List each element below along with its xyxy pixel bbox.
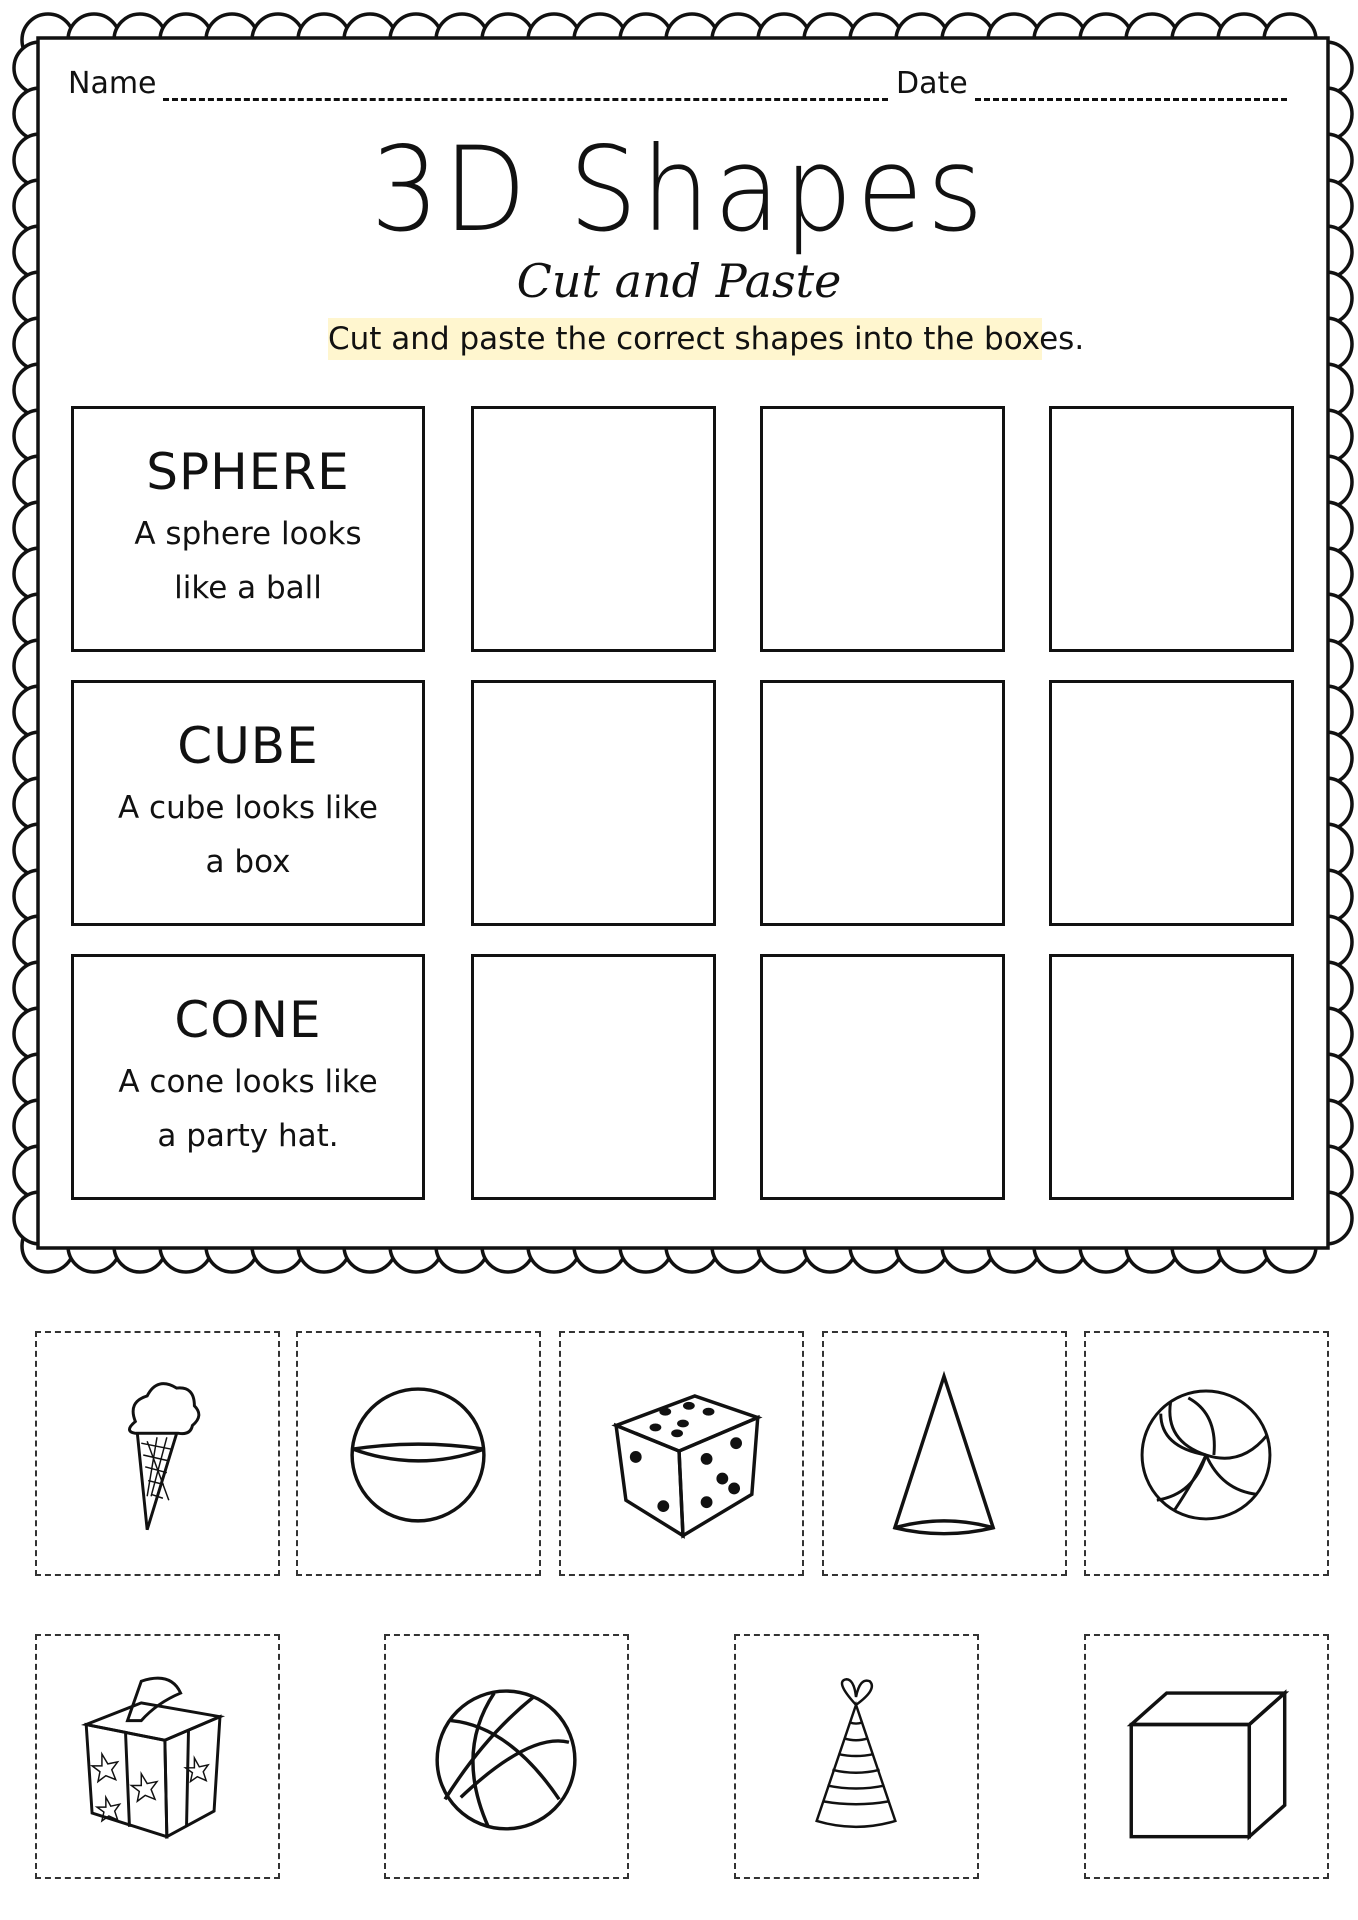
ice-cream-cone-icon [37,1333,278,1574]
shape-description: A cube looks like a box [117,790,378,880]
date-label: Date [896,66,968,101]
cutout-volleyball[interactable] [1084,1331,1329,1576]
party-hat-icon [736,1636,977,1877]
shape-description: A sphere looks like a ball [134,516,362,606]
basketball-icon [386,1636,627,1877]
label-box-cube [71,680,425,926]
name-label: Name [68,66,157,101]
cutout-party-hat[interactable] [734,1634,979,1879]
paste-box[interactable] [760,954,1005,1200]
shape-name: CUBE [177,717,319,775]
date-line[interactable] [975,98,1287,101]
name-line[interactable] [163,98,888,101]
label-box-sphere [71,406,425,652]
cutout-ice-cream[interactable] [35,1331,280,1576]
paste-box[interactable] [471,406,716,652]
cutout-sphere[interactable] [296,1331,541,1576]
paste-box[interactable] [471,954,716,1200]
instruction-text: Cut and paste the correct shapes into the boxes. [328,318,1042,360]
cutout-dice[interactable] [559,1331,804,1576]
label-box-cone [71,954,425,1200]
sphere-icon [298,1333,539,1574]
dice-icon [561,1333,802,1574]
paste-box[interactable] [471,680,716,926]
cutout-cube[interactable] [1084,1634,1329,1879]
cutout-gift-box[interactable] [35,1634,280,1879]
page-subtitle: Cut and Paste [516,254,842,308]
paste-box[interactable] [760,680,1005,926]
volleyball-icon [1086,1333,1327,1574]
cube-icon [1086,1636,1327,1877]
paste-box[interactable] [1049,406,1294,652]
shape-description: A cone looks like a party hat. [118,1064,378,1154]
cutout-basketball[interactable] [384,1634,629,1879]
paste-box[interactable] [1049,954,1294,1200]
paste-box[interactable] [760,406,1005,652]
page-title: 3D Shapes [370,123,988,258]
paste-box[interactable] [1049,680,1294,926]
cone-icon [824,1333,1065,1574]
shape-name: CONE [174,991,322,1049]
cutout-cone[interactable] [822,1331,1067,1576]
shape-name: SPHERE [146,443,350,501]
gift-box-icon [37,1636,278,1877]
